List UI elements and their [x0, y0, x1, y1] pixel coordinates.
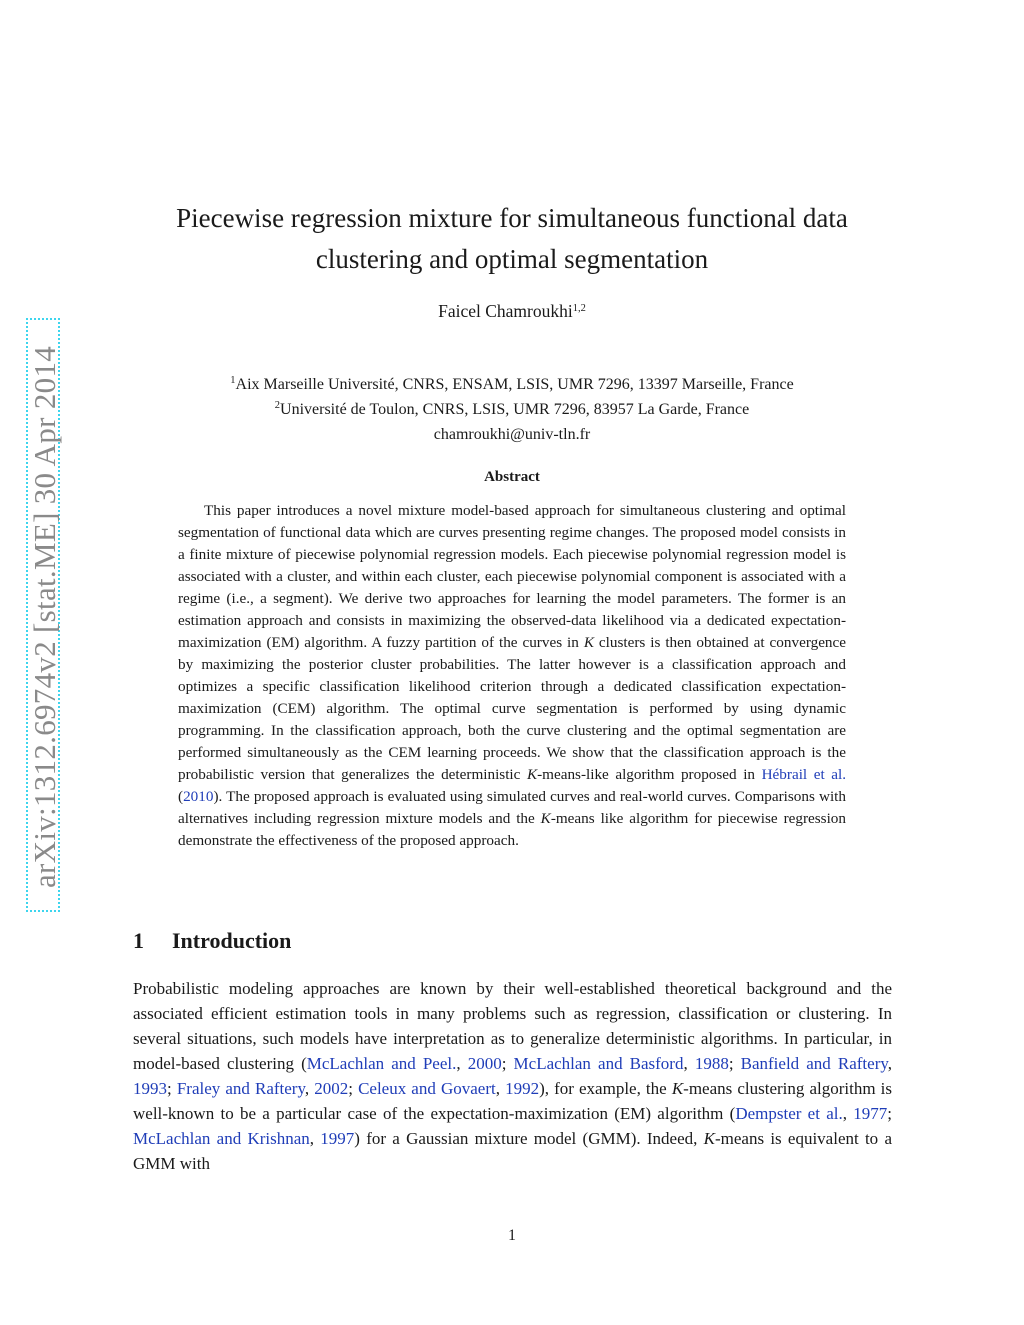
affiliation-2 [0, 401, 1024, 419]
citation-year-link[interactable]: 2002 [314, 1079, 349, 1098]
math-k: K [526, 766, 538, 783]
citation-separator: ; [728, 1054, 741, 1073]
citation-link[interactable]: McLachlan and Krishnan [133, 1129, 310, 1148]
affiliation-1-mark: 1 [230, 375, 236, 386]
section-heading [133, 928, 291, 954]
affiliation-1 [0, 376, 1024, 394]
author [0, 301, 1024, 322]
citation-separator: ; [887, 1104, 892, 1123]
title-line-2: clustering and optimal segmentation [315, 244, 709, 274]
citation-link[interactable]: Dempster et al. [735, 1104, 843, 1123]
citation-open: ( [178, 788, 184, 805]
section-number: 1 [133, 928, 144, 953]
math-k: K [583, 634, 594, 651]
email[interactable]: chamroukhi@univ-tln.fr [433, 426, 591, 443]
intro-text-5: -means is equivalent to a GMM with [133, 1129, 892, 1173]
intro-text-4: ) for a Gaussian mixture model (GMM). Indeed, [354, 1129, 704, 1148]
math-k: K [671, 1079, 684, 1098]
author-name: Faicel Chamroukhi [438, 301, 573, 321]
affiliation-1-text: Aix Marseille Université, CNRS, ENSAM, LSIS, UMR 7296, 13397 Marseille, France [235, 376, 794, 393]
abstract-heading: Abstract [484, 469, 540, 485]
abstract-text-4: ). The proposed approach is evaluated using simulated curves and real-world curves. Comparisons with alternatives including regression mixture models and the [178, 788, 846, 827]
citation-separator: , [456, 1054, 468, 1073]
author-marks: 1,2 [572, 303, 586, 314]
citation-link[interactable]: Fraley and Raftery [176, 1079, 305, 1098]
abstract-text-2: clusters is then obtained at convergence by maximizing the posterior cluster probabilities. The latter however is a classification approach and optimizes a specific classification likelihood criterion through a dedicated classification expectation-maximization (CEM) algorithm. The optimal curve segmentation is performed by using dynamic programming. In the classification approach, both the curve clustering and the optimal segmentation are performed simultaneously as the CEM learning proceeds. We show that the classification approach is the probabilistic version that generalizes the deterministic [178, 634, 847, 783]
citation-separator: , [309, 1129, 321, 1148]
citation-separator: ; [348, 1079, 359, 1098]
citation-year-link[interactable]: 2000 [467, 1054, 502, 1073]
arxiv-stamp-text: arXiv:1312.6974v2 [stat.ME] 30 Apr 2014 [27, 345, 62, 889]
citation-year-link[interactable]: 1997 [320, 1129, 355, 1148]
page-number: 1 [508, 1227, 516, 1244]
intro-text-2: ), for example, the [539, 1079, 672, 1098]
abstract-text-3: -means-like algorithm proposed in [537, 766, 762, 783]
intro-paragraph [133, 976, 892, 1176]
abstract-body [178, 500, 846, 852]
citation-separator: , [842, 1104, 854, 1123]
citation-link[interactable]: Banfield and Raftery [740, 1054, 888, 1073]
citation-separator: ; [501, 1054, 514, 1073]
math-k: K [703, 1129, 715, 1148]
citation-year-link[interactable]: 1977 [853, 1104, 888, 1123]
citation-link[interactable]: Celeux and Govaert [358, 1079, 496, 1098]
title-line-1: Piecewise regression mixture for simultaneous functional data [176, 203, 848, 233]
paper-title [100, 198, 924, 280]
affiliation-2-text: Université de Toulon, CNRS, LSIS, UMR 7296, 83957 La Garde, France [280, 401, 750, 418]
math-k: K [540, 810, 551, 827]
abstract-text-1: This paper introduces a novel mixture model-based approach for simultaneous clustering and optimal segmentation of functional data which are curves presenting regime changes. The proposed model consists in a finite mixture of piecewise polynomial regression models. Each piecewise polynomial regression model is associated with a cluster, and within each cluster, each piecewise polynomial component is associated with a regime (i.e., a segment). We derive two approaches for learning the model parameters. The former is an estimation approach and consists in maximizing the observed-data likelihood via a dedicated expectation-maximization (EM) algorithm. A fuzzy partition of the curves in [178, 502, 846, 651]
citation-link[interactable]: McLachlan and Basford [513, 1054, 684, 1073]
citation-link[interactable]: Hébrail et al. [761, 766, 846, 783]
citation-separator: , [495, 1079, 506, 1098]
citation-year-link[interactable]: 1993 [133, 1079, 167, 1098]
affiliation-2-mark: 2 [274, 400, 281, 411]
abstract-text-5: -means like algorithm for piecewise regression demonstrate the effectiveness of the proposed approach. [178, 810, 846, 849]
citation-year-link[interactable]: 2010 [183, 788, 214, 805]
citation-link[interactable]: McLachlan and Peel. [306, 1054, 457, 1073]
section-title: Introduction [172, 928, 292, 953]
intro-text-1: Probabilistic modeling approaches are known by their well-established theoretical background and the associated efficient estimation tools in many problems such as regression, classification or clustering. In several situations, such models have interpretation as to generalize deterministic algorithms. In particular, in model-based clustering ( [133, 979, 892, 1073]
intro-text-3: -means clustering algorithm is well-known to be a particular case of the expectation-maximization (EM) algorithm ( [133, 1079, 893, 1123]
citation-separator: ; [167, 1079, 177, 1098]
citation-separator: , [887, 1054, 893, 1073]
citation-year-link[interactable]: 1988 [694, 1054, 729, 1073]
citation-separator: , [683, 1054, 695, 1073]
citation-year-link[interactable]: 1992 [505, 1079, 540, 1098]
citation-separator: , [304, 1079, 315, 1098]
